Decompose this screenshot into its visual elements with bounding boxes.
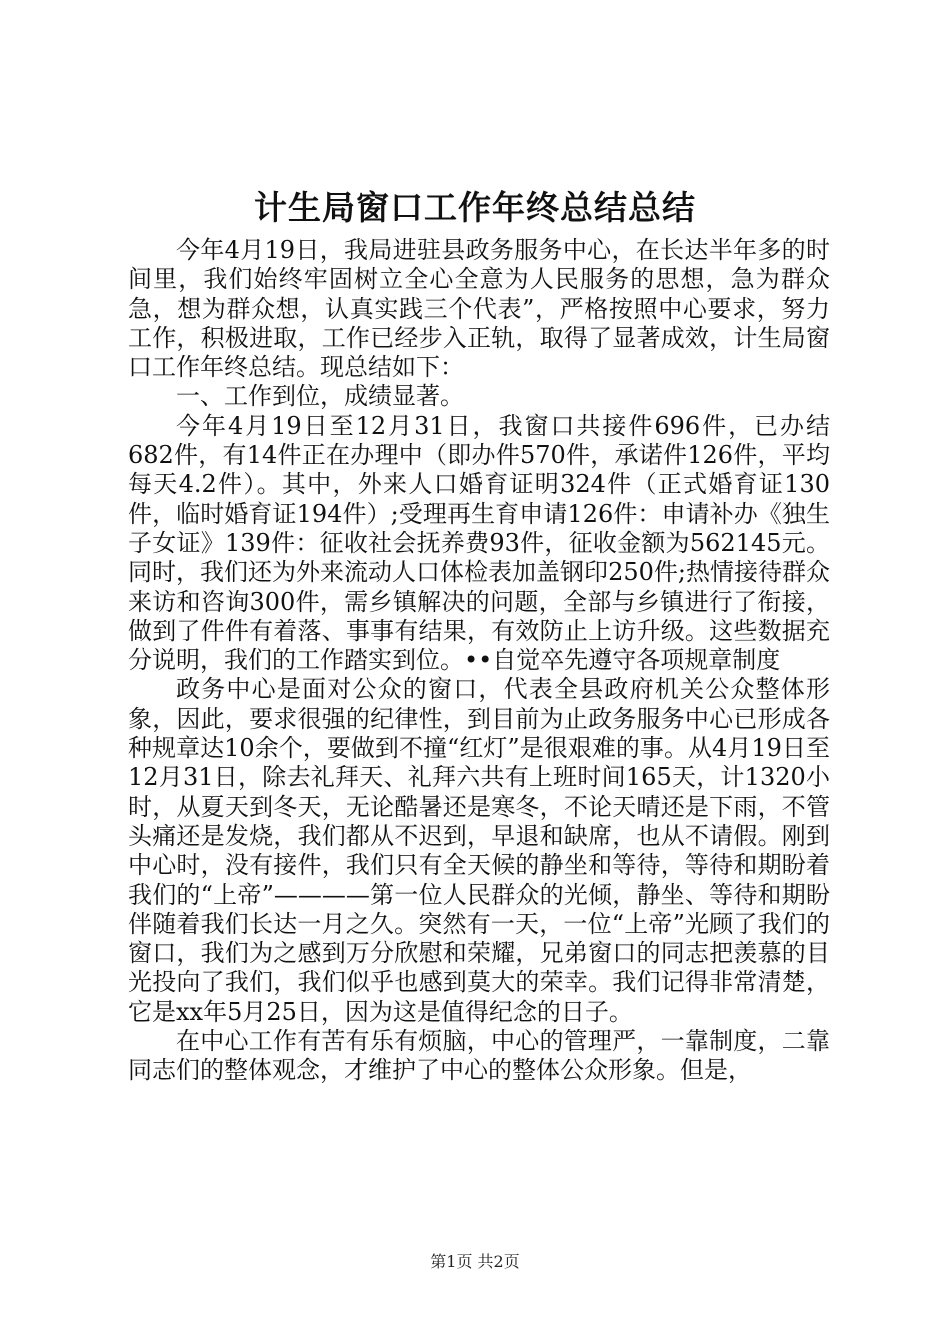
document-title: 计生局窗口工作年终总结总结: [254, 188, 696, 227]
section-heading-1: 一、工作到位，成绩显著。: [176, 382, 464, 411]
page-footer: 第1页 共2页: [430, 1252, 520, 1271]
document-body: [128, 236, 830, 1086]
paragraph-center-work: 在中心工作有苦有乐有烦脑，中心的管理严，一靠制度，二靠同志们的整体观念，才维护了中心的整体公众形象。但是，: [128, 1027, 830, 1085]
paragraph-discipline: 政务中心是面对公众的窗口，代表全县政府机关公众整体形象，因此，要求很强的纪律性，到目前为止政务服务中心已形成各种规章达10余个，要做到不撞“红灯”是很艰难的事。从4月19日至12月31日，除去礼拜天、礼拜六共有上班时间165天，计1320小时，从夏天到冬天，无论酷暑还是寒冬，不论天晴还是下雨，不管头痛还是发烧，我们都从不迟到，早退和缺席，也从不请假。刚到中心时，没有接件，我们只有全天候的静坐和等待，等待和期盼着我们的“上帝”————第一位人民群众的光倾，静坐、等待和期盼伴随着我们长达一月之久。突然有一天，一位“上帝”光顾了我们的窗口，我们为之感到万分欣慰和荣耀，兄弟窗口的同志把羡慕的目光投向了我们，我们似乎也感到莫大的荣幸。我们记得非常清楚，它是xx年5月25日，因为这是值得纪念的日子。: [128, 675, 830, 1026]
paragraph-intro: 今年4月19日，我局进驻县政务服务中心，在长达半年多的时间里，我们始终牢固树立全心全意为人民服务的思想，急为群众急，想为群众想，认真实践三个代表”，严格按照中心要求，努力工作，积极进取，工作已经步入正轨，取得了显著成效，计生局窗口工作年终总结。现总结如下：: [128, 236, 830, 382]
paragraph-statistics: 今年4月19日至12月31日，我窗口共接件696件，已办结682件，有14件正在办理中（即办件570件，承诺件126件，平均每天4.2件）。其中，外来人口婚育证明324件（正式婚育证130件，临时婚育证194件）;受理再生育申请126件：申请补办《独生子女证》139件：征收社会抚养费93件，征收金额为562145元。同时，我们还为外来流动人口体检表加盖钢印250件;热情接待群众来访和咨询300件，需乡镇解决的问题，全部与乡镇进行了衔接，做到了件件有着落、事事有结果，有效防止上访升级。这些数据充分说明，我们的工作踏实到位。••自觉卒先遵守各项规章制度: [128, 411, 830, 675]
